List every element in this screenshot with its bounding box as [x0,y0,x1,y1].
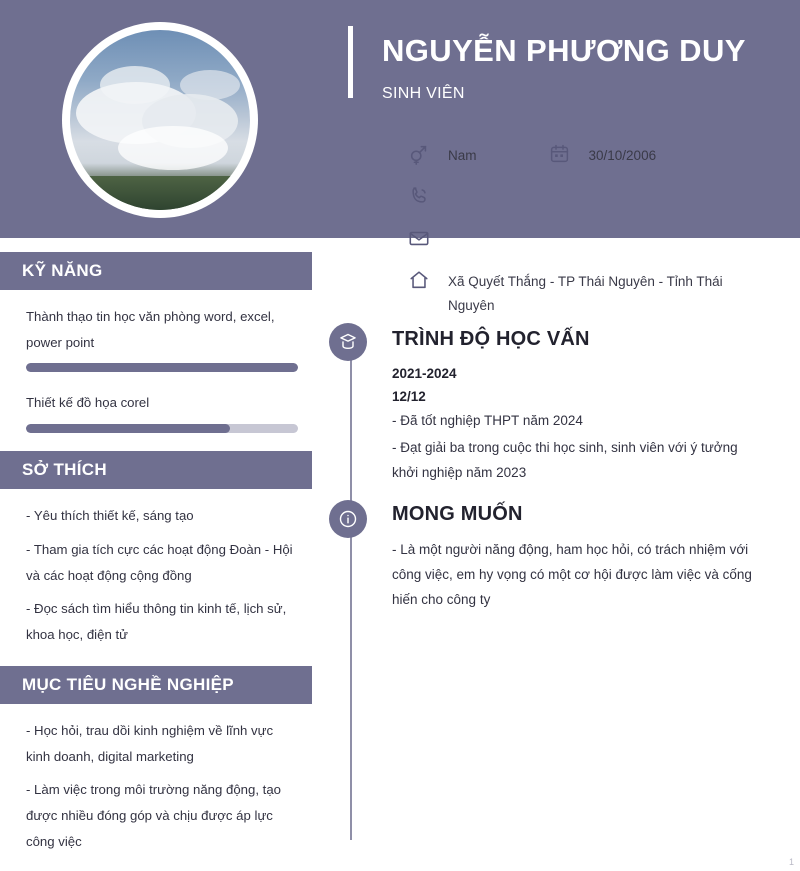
interests-section-body [0,503,312,648]
job-role: SINH VIÊN [382,85,465,102]
contact-row-phone [408,184,788,214]
skills-section-title: KỸ NĂNG [0,252,312,290]
interests-section-title: SỞ THÍCH [0,451,312,489]
home-icon [408,268,448,291]
calendar-icon [549,142,589,164]
timeline-line [350,330,352,840]
title-divider [348,26,353,98]
address-value: Xã Quyết Thắng - TP Thái Nguyên - Tỉnh Thái Nguyên [448,274,723,313]
interest-line-3: - Đọc sách tìm hiểu thông tin kinh tế, lịch sử, khoa học, điện tử [26,601,287,643]
interest-line-1: - Yêu thích thiết kế, sáng tạo [26,508,194,524]
career-line-2: - Làm việc trong môi trường năng động, tạo được nhiều đóng góp và chịu được áp lực công việc [26,782,281,849]
birthday-value: 30/10/2006 [588,148,657,163]
education-title: TRÌNH ĐỘ HỌC VẤN [392,328,590,350]
skill-label-2: Thiết kế đồ họa corel [26,395,150,411]
page-number: 1 [788,857,794,867]
skill-progress-2 [26,424,298,433]
goal-line-1: - Là một người năng động, ham học hỏi, có trách nhiệm với công việc, em hy vọng có một cơ hội được làm việc và cống hiến cho công ty [392,542,752,607]
goal-section [392,503,752,613]
contact-row-gender-birthday [408,142,788,172]
phone-icon [408,184,448,207]
mail-icon [408,226,448,249]
info-icon [329,500,367,538]
education-line-1: - Đã tốt nghiệp THPT năm 2024 [392,412,583,428]
gender-value: Nam [448,148,477,163]
interest-line-2: - Tham gia tích cực các hoạt động Đoàn - Hội và các hoạt động cộng đồng [26,541,293,583]
education-icon [329,323,367,361]
career-line-1: - Học hỏi, trau dồi kinh nghiệm về lĩnh vực kinh doanh, digital marketing [26,722,274,764]
contact-row-email [408,226,788,256]
skills-section-body [0,304,312,433]
education-grade: 12/12 [392,388,426,404]
education-line-2: - Đạt giải ba trong cuộc thi học sinh, sinh viên với ý tưởng khởi nghiệp năm 2023 [392,439,738,480]
skill-progress-1 [26,363,298,372]
contact-row-address [408,268,788,317]
left-column [0,252,312,863]
avatar [62,22,258,218]
contact-block [408,142,788,329]
goal-title: MONG MUỐN [392,503,523,525]
education-period: 2021-2024 [392,366,457,381]
career-section-body [0,718,312,855]
profile-photo [70,30,250,210]
gender-icon [408,142,448,165]
page-title: NGUYỄN PHƯƠNG DUY [382,33,746,68]
education-section [392,328,752,486]
career-section-title: MỤC TIÊU NGHỀ NGHIỆP [0,666,312,704]
skill-label-1: Thành thạo tin học văn phòng word, excel, power point [26,309,275,350]
